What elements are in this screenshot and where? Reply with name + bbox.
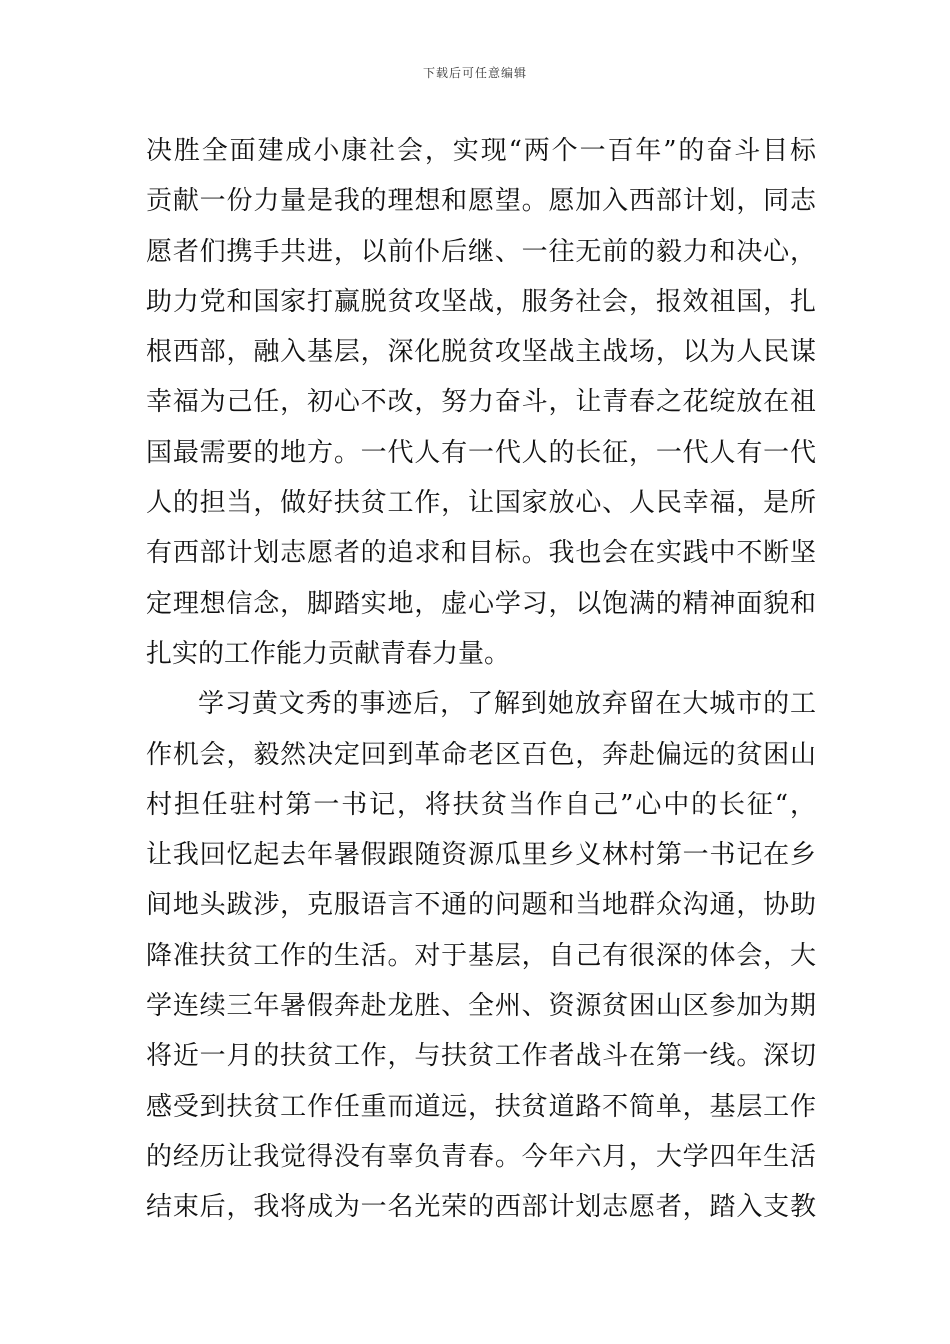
text-line: 幸福为己任，初心不改，努力奋斗，让青春之花绽放在祖 bbox=[146, 387, 816, 418]
paragraph-2 bbox=[146, 679, 816, 1232]
text-line: 人的担当，做好扶贫工作，让国家放心、人民幸福，是所 bbox=[146, 488, 816, 519]
text-line: 国最需要的地方。一代人有一代人的长征，一代人有一代 bbox=[146, 437, 816, 468]
text-line: 扎实的工作能力贡献青春力量。 bbox=[146, 638, 511, 669]
text-line: 愿者们携手共进，以前仆后继、一往无前的毅力和决心， bbox=[146, 236, 816, 267]
text-line: 村担任驻村第一书记，将扶贫当作自己”心中的长征“， bbox=[146, 789, 816, 820]
text-line: 学连续三年暑假奔赴龙胜、全州、资源贫困山区参加为期 bbox=[146, 991, 816, 1022]
document-body bbox=[146, 126, 816, 1233]
text-line: 贡献一份力量是我的理想和愿望。愿加入西部计划，同志 bbox=[146, 186, 816, 217]
paragraph-1 bbox=[146, 126, 816, 679]
text-line: 定理想信念，脚踏实地，虚心学习，以饱满的精神面貌和 bbox=[146, 588, 816, 619]
text-line: 根西部，融入基层，深化脱贫攻坚战主战场，以为人民谋 bbox=[146, 337, 816, 368]
text-line: 有西部计划志愿者的追求和目标。我也会在实践中不断坚 bbox=[146, 538, 816, 569]
text-line: 将近一月的扶贫工作，与扶贫工作者战斗在第一线。深切 bbox=[146, 1041, 816, 1072]
page-header: 下载后可任意编辑 bbox=[422, 66, 527, 80]
text-line: 结束后，我将成为一名光荣的西部计划志愿者，踏入支教 bbox=[146, 1192, 816, 1223]
text-line: 作机会，毅然决定回到革命老区百色，奔赴偏远的贫困山 bbox=[146, 739, 816, 770]
text-line: 决胜全面建成小康社会，实现“两个一百年”的奋斗目标 bbox=[146, 136, 816, 166]
text-line: 降准扶贫工作的生活。对于基层，自己有很深的体会，大 bbox=[146, 940, 816, 971]
text-line: 感受到扶贫工作任重而道远，扶贫道路不简单，基层工作 bbox=[146, 1091, 816, 1122]
text-line: 助力党和国家打赢脱贫攻坚战，服务社会，报效祖国，扎 bbox=[146, 286, 816, 317]
text-line: 让我回忆起去年暑假跟随资源瓜里乡义林村第一书记在乡 bbox=[146, 840, 816, 871]
text-line: 的经历让我觉得没有辜负青春。今年六月，大学四年生活 bbox=[146, 1141, 816, 1172]
text-line: 学习黄文秀的事迹后，了解到她放弃留在大城市的工 bbox=[198, 689, 816, 720]
text-line: 间地头跋涉，克服语言不通的问题和当地群众沟通，协助 bbox=[146, 890, 816, 921]
